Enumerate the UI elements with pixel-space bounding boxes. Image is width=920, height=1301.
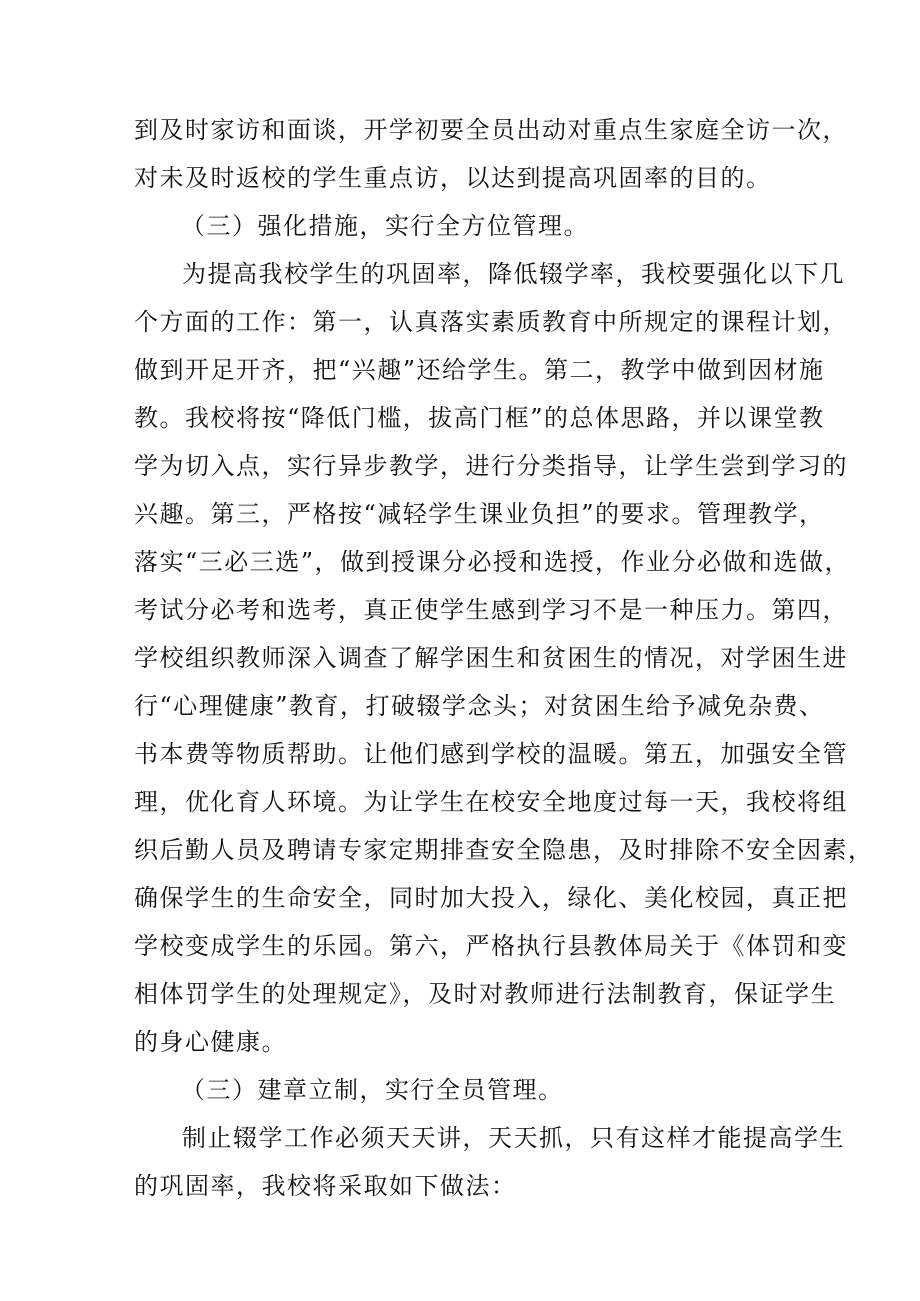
text-line: 相体罚学生的处理规定》，及时对教师进行法制教育，保证学生 <box>134 980 836 1008</box>
paragraph-first-line: 制止辍学工作必须天天讲，天天抓，只有这样才能提高学生 <box>182 1124 845 1152</box>
text-line: 行“心理健康”教育，打破辍学念头；对贫困生给予减免杂费、 <box>134 692 825 720</box>
text-line: 对未及时返校的学生重点访，以达到提高巩固率的目的。 <box>134 164 772 192</box>
text-line: 个方面的工作：第一，认真落实素质教育中所规定的课程计划， <box>134 308 848 336</box>
text-line: 做到开足开齐，把“兴趣”还给学生。第二，教学中做到因材施 <box>134 356 825 384</box>
text-line: 的巩固率，我校将采取如下做法： <box>134 1172 517 1200</box>
text-line: 织后勤人员及聘请专家定期排查安全隐患，及时排除不安全因素， <box>134 836 874 864</box>
text-line: 考试分必考和选考，真正使学生感到学习不是一种压力。第四， <box>134 596 848 624</box>
text-line: 落实“三必三选”，做到授课分必授和选授，作业分必做和选做， <box>134 548 851 576</box>
text-line: 书本费等物质帮助。让他们感到学校的温暖。第五，加强安全管 <box>134 740 848 768</box>
text-line: 教。我校将按“降低门槛，拔高门框”的总体思路，并以课堂教 <box>134 404 825 432</box>
text-line: 确保学生的生命安全，同时加大投入，绿化、美化校园，真正把 <box>134 884 848 912</box>
text-line: 理，优化育人环境。为让学生在校安全地度过每一天，我校将组 <box>134 788 848 816</box>
section-heading: （三）建章立制，实行全员管理。 <box>181 1076 564 1104</box>
text-line: 兴趣。第三，严格按“减轻学生课业负担”的要求。管理教学， <box>134 500 825 528</box>
text-line: 学为切入点，实行异步教学，进行分类指导，让学生尝到学习的 <box>134 452 848 480</box>
text-line: 的身心健康。 <box>134 1028 287 1056</box>
text-line: 学校变成学生的乐园。第六，严格执行县教体局关于《体罚和变 <box>134 932 848 960</box>
text-line: 到及时家访和面谈，开学初要全员出动对重点生家庭全访一次， <box>134 116 848 144</box>
section-heading: （三）强化措施，实行全方位管理。 <box>181 212 589 240</box>
paragraph-first-line: 为提高我校学生的巩固率，降低辍学率，我校要强化以下几 <box>182 260 845 288</box>
text-line: 学校组织教师深入调查了解学困生和贫困生的情况，对学困生进 <box>134 644 848 672</box>
